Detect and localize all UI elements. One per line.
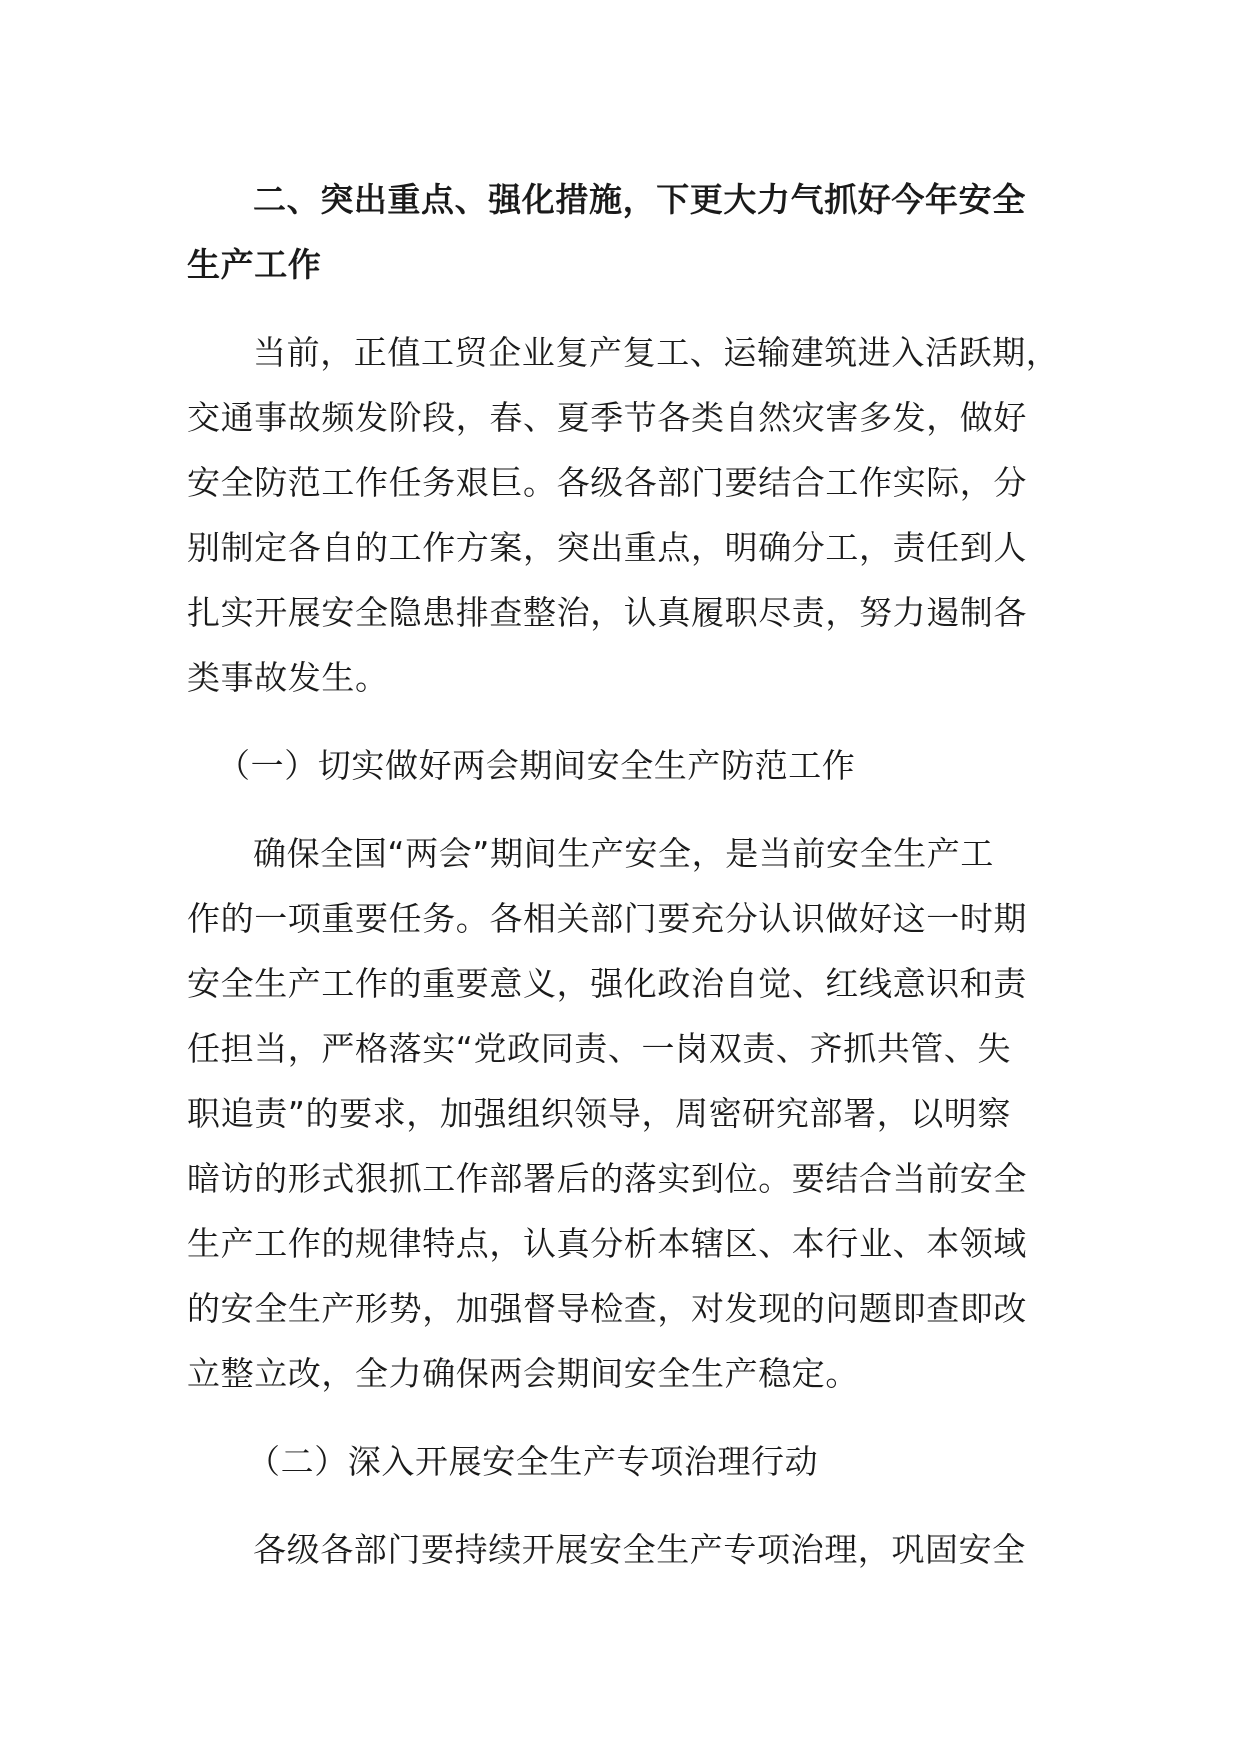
paragraph-line: 确保全国“两会”期间生产安全，是当前安全生产工	[253, 834, 994, 873]
subheading-two: （二）深入开展安全生产专项治理行动	[247, 1442, 819, 1481]
document-body	[187, 167, 1067, 1582]
paragraph-line: 安全生产工作的重要意义，强化政治自觉、红线意识和责	[187, 964, 1027, 1003]
paragraph-line: 暗访的形式狠抓工作部署后的落实到位。要结合当前安全	[187, 1159, 1027, 1198]
paragraph-line: 当前，正值工贸企业复产复工、运输建筑进入活跃期，	[253, 333, 1060, 372]
section-heading-line: 二、突出重点、强化措施，下更大力气抓好今年安全	[253, 180, 1026, 219]
paragraph-line: 别制定各自的工作方案，突出重点，明确分工，责任到人	[187, 528, 1027, 567]
paragraph-line: 扎实开展安全隐患排查整治，认真履职尽责，努力遏制各	[187, 593, 1027, 632]
paragraph-line: 安全防范工作任务艰巨。各级各部门要结合工作实际，分	[187, 463, 1027, 502]
paragraph-line: 交通事故频发阶段，春、夏季节各类自然灾害多发，做好	[187, 398, 1027, 437]
paragraph-line: 立整立改，全力确保两会期间安全生产稳定。	[187, 1354, 859, 1393]
section-heading-line: 生产工作	[187, 245, 322, 284]
subheading-one: （一）切实做好两会期间安全生产防范工作	[217, 746, 856, 785]
section-heading	[187, 167, 1067, 297]
paragraph-line: 生产工作的规律特点，认真分析本辖区、本行业、本领域	[187, 1224, 1027, 1263]
paragraph-line: 类事故发生。	[187, 658, 389, 697]
paragraph-two	[187, 1517, 1067, 1582]
paragraph-line: 任担当，严格落实“党政同责、一岗双责、齐抓共管、失	[187, 1029, 1012, 1068]
paragraph-line: 的安全生产形势，加强督导检查，对发现的问题即查即改	[187, 1289, 1027, 1328]
paragraph-line: 作的一项重要任务。各相关部门要充分认识做好这一时期	[187, 899, 1027, 938]
paragraph-line: 各级各部门要持续开展安全生产专项治理，巩固安全	[253, 1530, 1026, 1569]
paragraph-line: 职追责”的要求，加强组织领导，周密研究部署，以明察	[187, 1094, 1012, 1133]
intro-paragraph	[187, 320, 1067, 710]
paragraph-one	[187, 821, 1067, 1406]
